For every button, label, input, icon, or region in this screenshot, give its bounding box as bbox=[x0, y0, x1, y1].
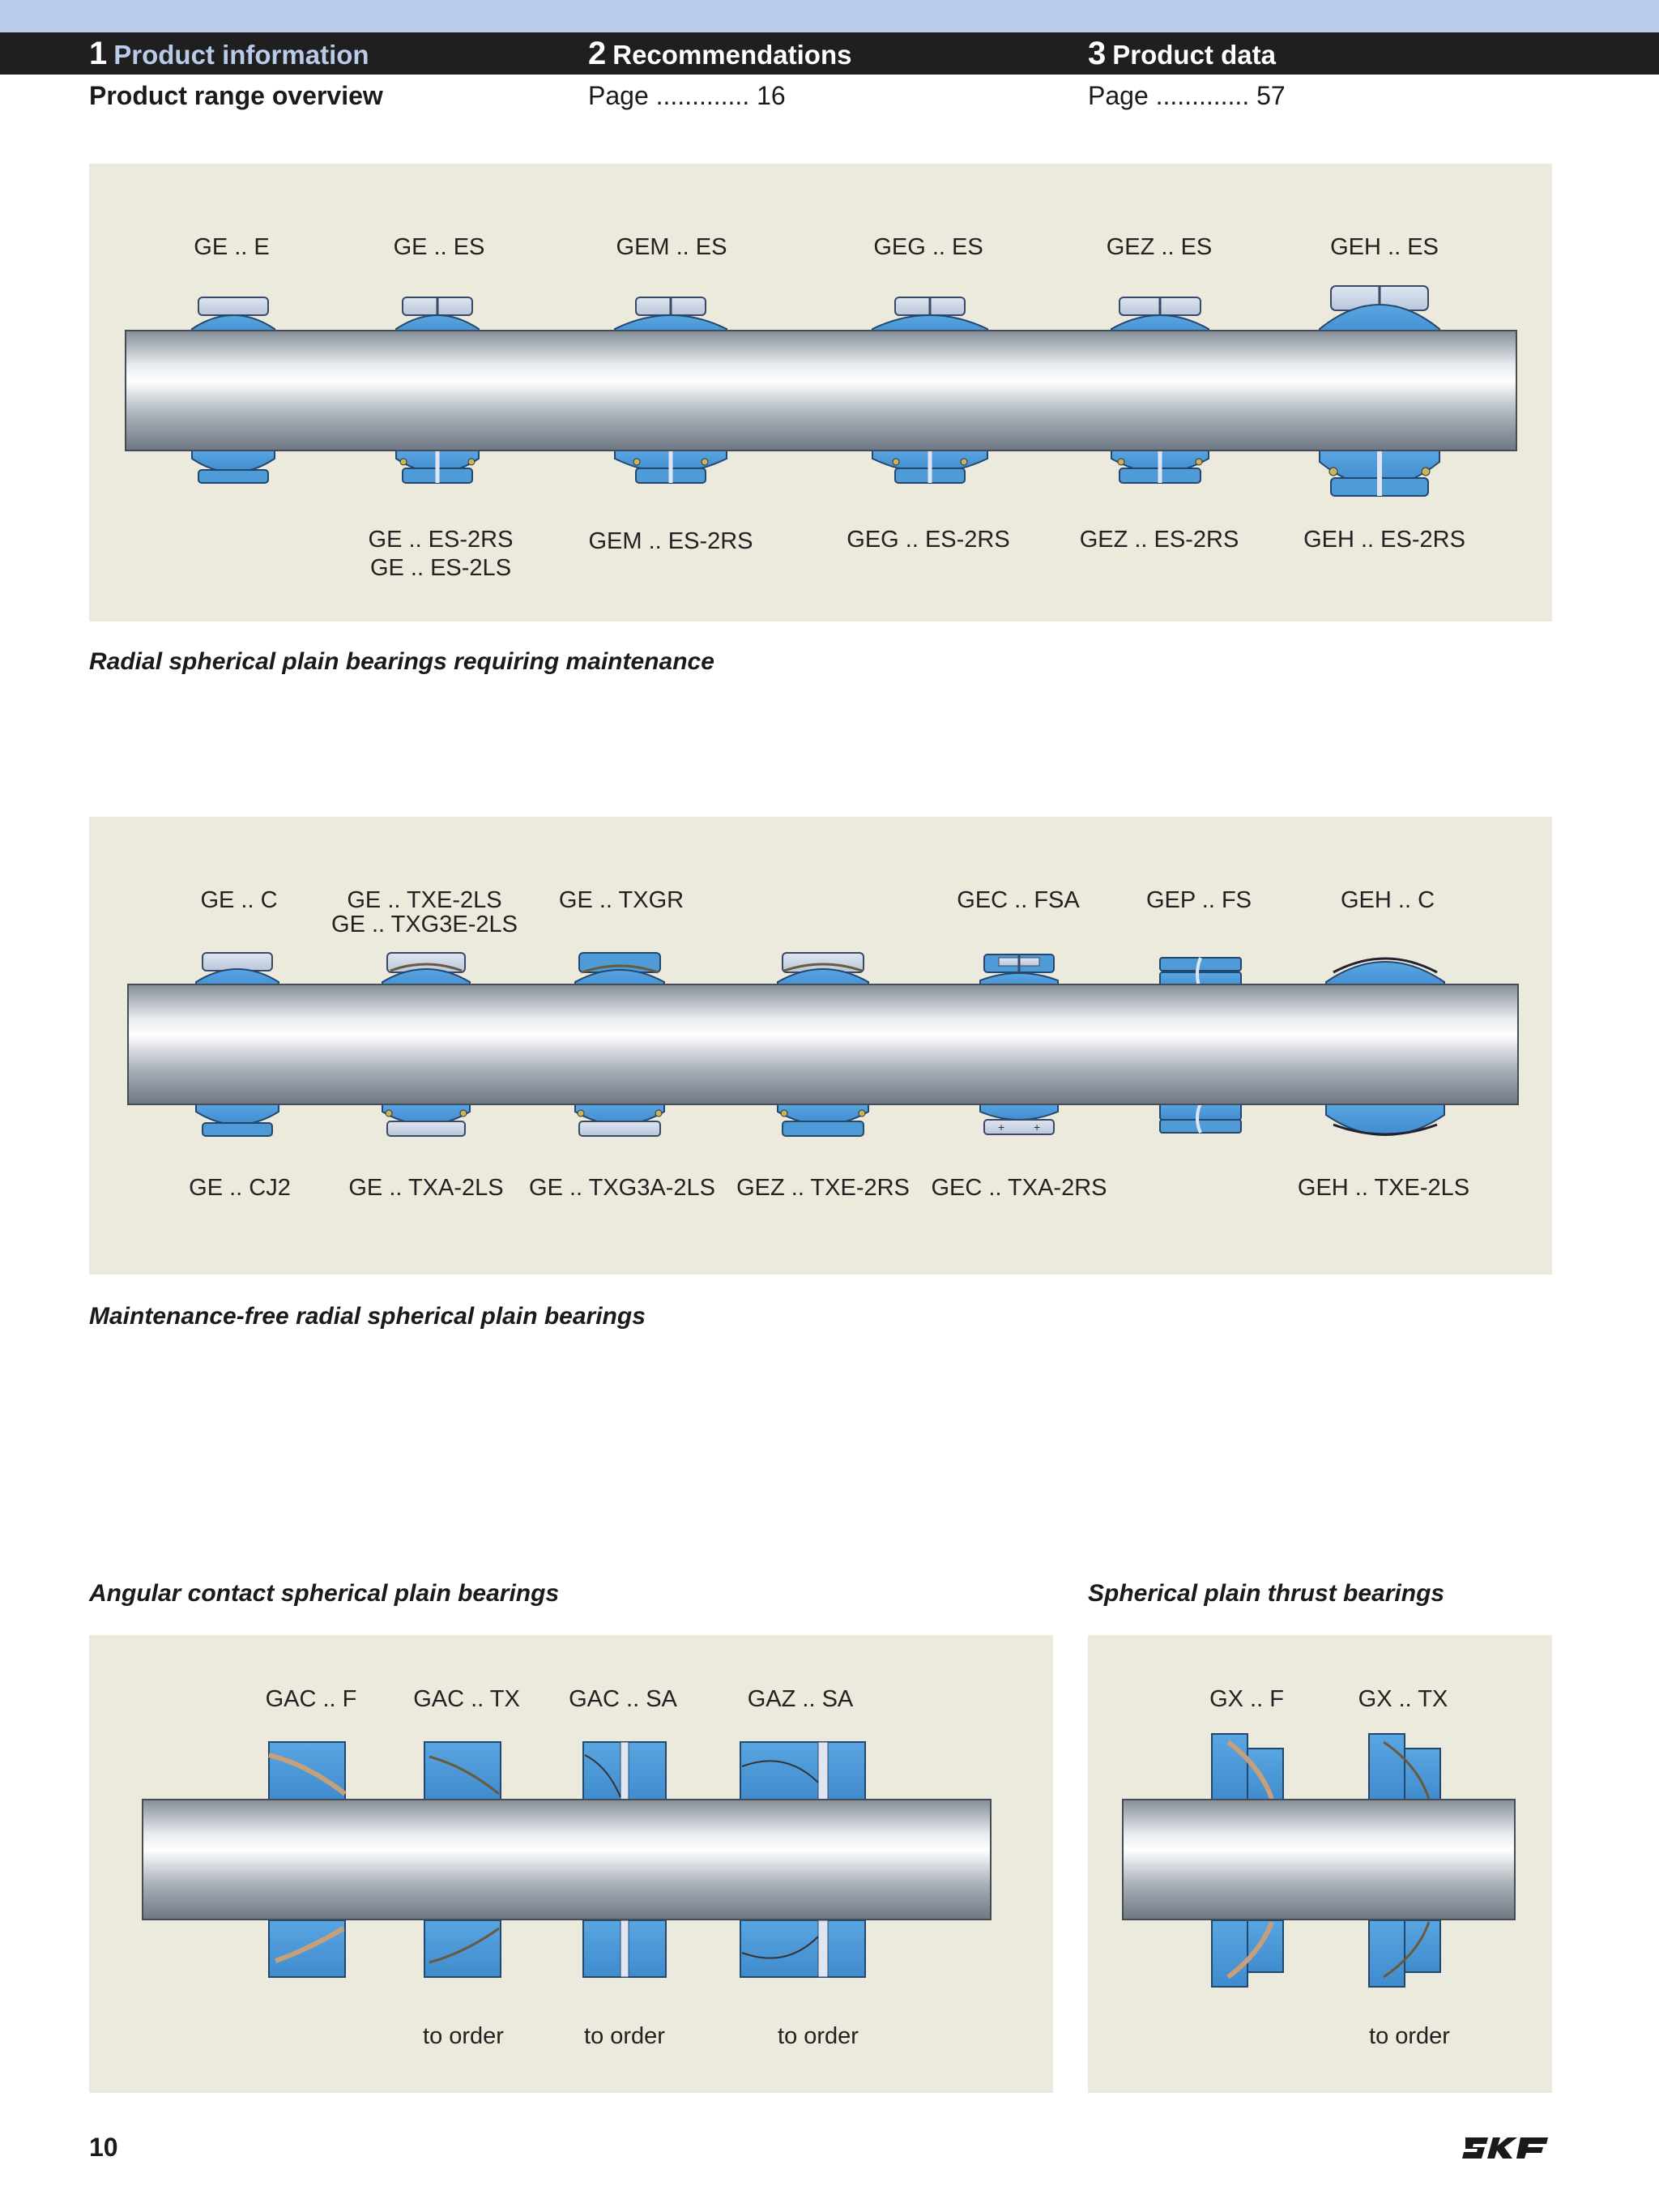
page-ref-product-data[interactable]: Page ............. 57 bbox=[1088, 81, 1286, 110]
label-geg-es-2rs: GEG .. ES-2RS bbox=[847, 527, 1010, 553]
label-ge-txe-2ls: GE .. TXE-2LS bbox=[347, 887, 502, 913]
tab-recommendations[interactable]: 2 Recommendations bbox=[588, 36, 852, 71]
label-gx-tx: GX .. TX bbox=[1358, 1686, 1448, 1712]
caption-angular-contact: Angular contact spherical plain bearings bbox=[89, 1580, 560, 1607]
label-geh-txe-2ls: GEH .. TXE-2LS bbox=[1297, 1175, 1470, 1201]
skf-logo bbox=[1462, 2131, 1551, 2167]
shaft-panel2 bbox=[128, 984, 1518, 1104]
label-gac-sa: GAC .. SA bbox=[569, 1686, 677, 1712]
caption-radial-maintenance: Radial spherical plain bearings requiring maintenance bbox=[89, 648, 714, 675]
label-geh-c: GEH .. C bbox=[1340, 887, 1435, 913]
label-ge-cj2: GE .. CJ2 bbox=[189, 1175, 291, 1201]
label-gac-tx: GAC .. TX bbox=[413, 1686, 520, 1712]
label-ge-es-2ls: GE .. ES-2LS bbox=[369, 555, 512, 581]
label-ge-txg3e-2ls: GE .. TXG3E-2LS bbox=[331, 912, 518, 937]
label-ge-c: GE .. C bbox=[200, 887, 278, 913]
label-geh-es: GEH .. ES bbox=[1330, 234, 1439, 260]
label-gaz-sa: GAZ .. SA bbox=[747, 1686, 854, 1712]
label-gez-es-2rs: GEZ .. ES-2RS bbox=[1079, 527, 1239, 553]
tab-product-information[interactable]: 1 Product information bbox=[89, 36, 369, 71]
label-gem-es: GEM .. ES bbox=[616, 234, 727, 260]
label-to-order-gac-sa: to order bbox=[584, 2023, 665, 2049]
label-gac-f: GAC .. F bbox=[265, 1686, 357, 1712]
caption-thrust: Spherical plain thrust bearings bbox=[1088, 1580, 1445, 1607]
tab-product-data[interactable]: 3 Product data bbox=[1088, 36, 1276, 71]
label-ge-e: GE .. E bbox=[194, 234, 270, 260]
page-number: 10 bbox=[89, 2133, 118, 2162]
label-ge-es-2rs: GE .. ES-2RS bbox=[368, 527, 514, 553]
label-gec-fsa: GEC .. FSA bbox=[957, 887, 1080, 913]
label-gez-txe-2rs: GEZ .. TXE-2RS bbox=[736, 1175, 910, 1201]
svg-text:+: + bbox=[998, 1121, 1005, 1134]
label-to-order-gac-tx: to order bbox=[423, 2023, 504, 2049]
shaft-panel4 bbox=[1123, 1800, 1515, 1919]
label-ge-es: GE .. ES bbox=[393, 234, 485, 260]
label-to-order-gx-tx: to order bbox=[1369, 2023, 1450, 2049]
label-ge-txgr: GE .. TXGR bbox=[558, 887, 684, 913]
page-ref-recommendations[interactable]: Page ............. 16 bbox=[588, 81, 786, 110]
page-subtitle: Product range overview bbox=[89, 81, 383, 110]
shaft-panel3 bbox=[143, 1800, 991, 1919]
label-gez-es: GEZ .. ES bbox=[1106, 234, 1213, 260]
caption-maintenance-free: Maintenance-free radial spherical plain bearings bbox=[89, 1303, 646, 1330]
label-to-order-gaz-sa: to order bbox=[778, 2023, 859, 2049]
label-gem-es-2rs: GEM .. ES-2RS bbox=[588, 528, 753, 554]
label-geh-es-2rs: GEH .. ES-2RS bbox=[1303, 527, 1465, 553]
label-ge-txg3a-2ls: GE .. TXG3A-2LS bbox=[529, 1175, 715, 1201]
label-geg-es: GEG .. ES bbox=[873, 234, 983, 260]
label-gep-fs: GEP .. FS bbox=[1145, 887, 1252, 913]
skf-logo-icon bbox=[1462, 2131, 1551, 2163]
label-gec-txa-2rs: GEC .. TXA-2RS bbox=[931, 1175, 1107, 1201]
svg-text:+: + bbox=[1034, 1121, 1041, 1134]
label-gx-f: GX .. F bbox=[1209, 1686, 1284, 1712]
shaft-panel1 bbox=[126, 331, 1516, 451]
label-ge-txa-2ls: GE .. TXA-2LS bbox=[348, 1175, 504, 1201]
